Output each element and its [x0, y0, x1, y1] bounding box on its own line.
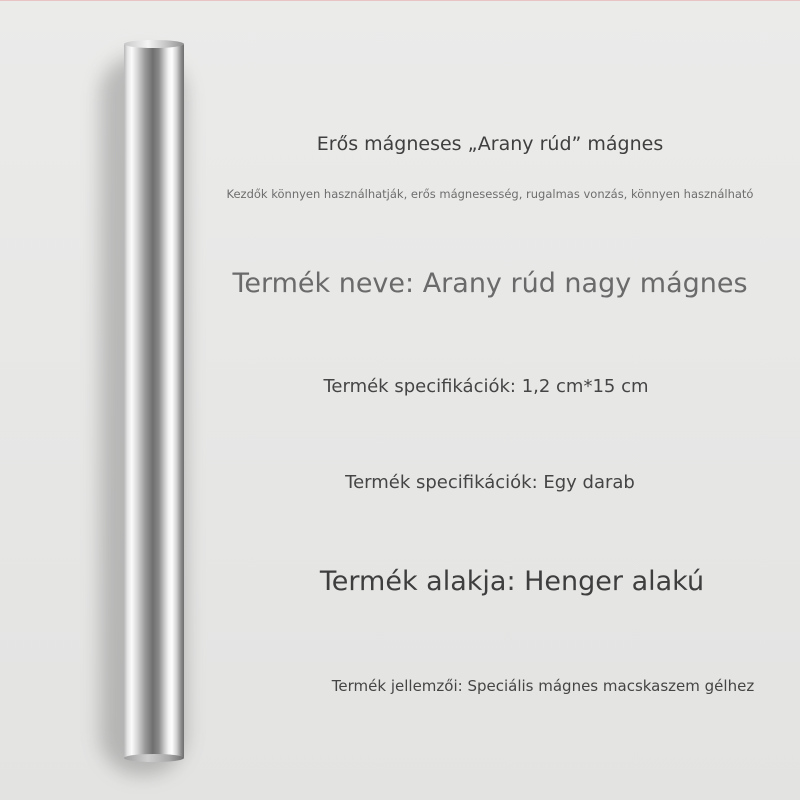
magnet-rod-image: [124, 42, 184, 760]
product-name-line: Termék neve: Arany rúd nagy mágnes: [232, 268, 748, 299]
magnet-rod-bottom-cap: [124, 754, 184, 762]
product-subtitle: Kezdők könnyen használhatják, erős mágnesesség, rugalmas vonzás, könnyen használható: [226, 187, 754, 201]
top-border-line: [0, 0, 800, 1]
magnet-rod-top-cap: [124, 40, 184, 48]
product-spec-quantity: Termék specifikációk: Egy darab: [345, 472, 635, 493]
product-spec-size: Termék specifikációk: 1,2 cm*15 cm: [323, 376, 649, 397]
product-headline: Erős mágneses „Arany rúd” mágnes: [316, 133, 664, 155]
product-shape-line: Termék alakja: Henger alakú: [319, 566, 705, 597]
product-features-line: Termék jellemzői: Speciális mágnes macskaszem gélhez: [331, 677, 755, 695]
